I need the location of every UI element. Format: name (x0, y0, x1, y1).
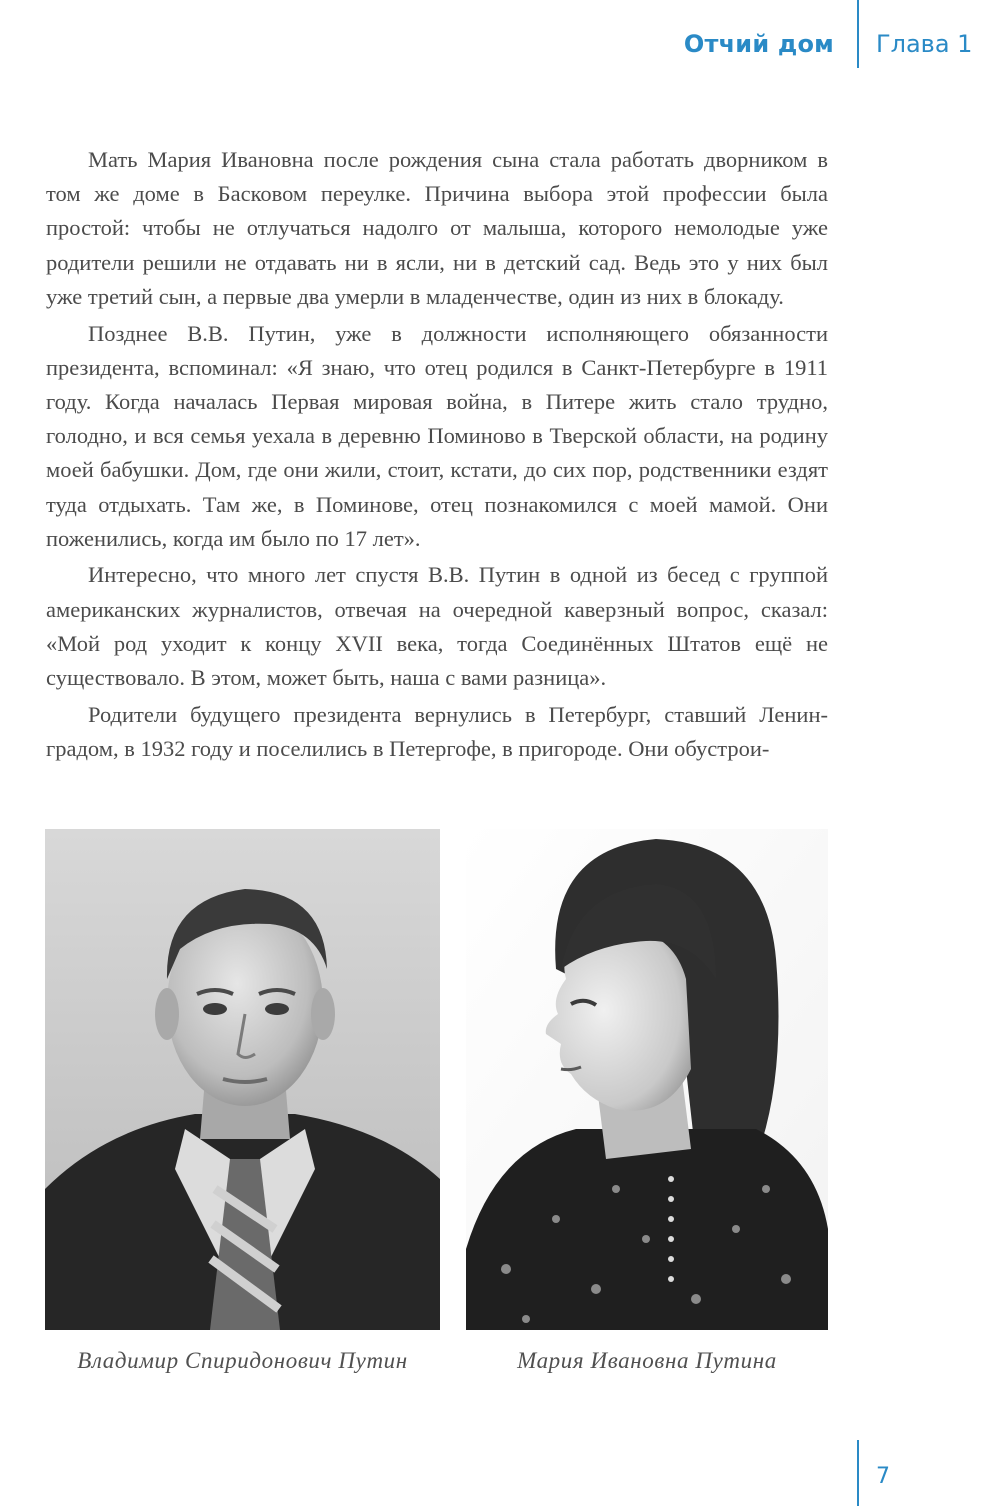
paragraph: Родители будущего президента вернулись в Петербург, ставший Ленинградом, в 1932 году и поселились в Петергофе, в пригороде. Они обустрои- (46, 701, 828, 761)
header-divider (857, 0, 859, 68)
portrait-photo-mother (466, 829, 828, 1330)
paragraph: Позднее В.В. Путин, уже в должности исполняющего обязанности президента, вспоминал: «Я знаю, что отец родился в Санкт-Петербурге в 1911 году. Когда началась Первая мировая война, в Питере жить стало трудно, голодно, и вся семья уехала в деревню Поминово в Тверской области, на родину моей бабушки. Дом, где они жили, стоит, кстати, до сих пор, родственники ездят туда отдыхать. Там же, в Поминове, отец познакомился с моей мамой. Они поженились, когда им было по 17 лет». (46, 320, 828, 551)
photo-caption-father: Владимир Спиридонович Путин (77, 1348, 408, 1373)
page-header (0, 0, 1000, 80)
paragraph: Интересно, что много лет спустя В.В. Путин в одной из бесед с группой американских журналистов, отвечая на очередной каверзный вопрос, сказал: «Мой род уходит к концу XVII века, тогда Соединённых Штатов ещё не существовало. В этом, может быть, наша с вами разница». (46, 562, 828, 691)
running-chapter-label: Глава 1 (876, 30, 973, 58)
portrait-photo-father (45, 829, 440, 1330)
paragraph: Мать Мария Ивановна после рождения сына стала работать дворником в том же доме в Басковом переулке. Причина выбора этой профессии была простой: чтобы не отлучаться надолго от малыша, которого немолодые уже родители решили не отдавать ни в ясли, ни в детский сад. Ведь это у них был уже третий сын, а первые два умерли в младенчестве, один из них в блокаду. (46, 147, 828, 309)
footer-divider (857, 1440, 859, 1506)
running-section-title: Отчий дом (683, 30, 834, 58)
photo-caption-mother: Мария Ивановна Путина (517, 1348, 777, 1373)
page-number: 7 (876, 1464, 890, 1489)
body-text (46, 143, 828, 769)
